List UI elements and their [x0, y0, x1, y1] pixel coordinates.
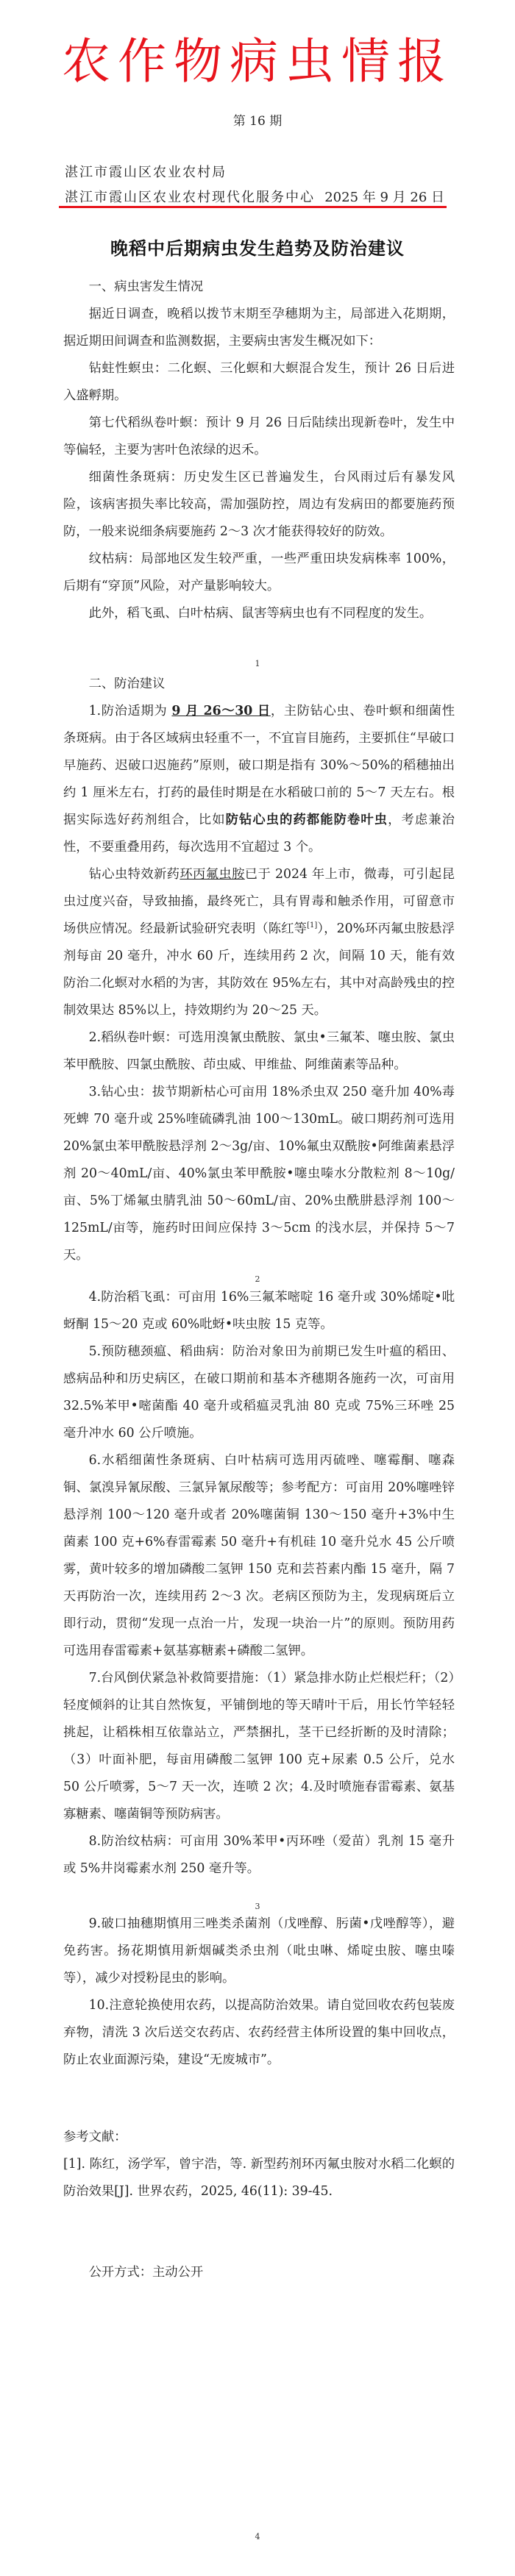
item-6: 6.水稻细菌性条斑病、白叶枯病可选用丙硫唑、噻霉酮、噻森铜、氯溴异氰尿酸、三氯异氰尿酸等；参考配方：可亩用 20%噻唑锌悬浮剂 100～120 毫升或者 20%噻菌铜 130～150 毫升+3%中生菌素 100 克+6%春雷霉素 50 毫升+有机硅 10 毫升兑水 45 公斤喷雾，黄叶较多的增加磷酸二氢钾 150 克和芸苔素内酯 15 毫升，隔 7 天再防治一次，连续用药 2～3 次。老病区预防为主，发现病斑后立即行动，贯彻“发现一点治一片，发现一块治一片”的原则。预防用药可选用春雷霉素+氨基寡糖素+磷酸二氢钾。	[63, 1453, 455, 1658]
citation-marker[interactable]: [1]	[307, 921, 318, 930]
red-divider-rule	[59, 206, 447, 208]
item-1-suffix: ，考虑兼治性，不要重叠用药，每次选用不宜超过 3 个。	[63, 813, 455, 854]
item-7: 7.台风倒伏紧急补救简要措施：（1）紧急排水防止烂根烂秆；（2）轻度倾斜的让其自然恢复，平铺倒地的等天晴叶干后，用长竹竿轻轻挑起，让稻株相互依靠站立，严禁捆扎，茎干已经折断的及时清除；（3）叶面补肥，每亩用磷酸二氢钾 100 克+尿素 0.5 公斤，兑水 50 公斤喷雾，5～7 天一次，连喷 2 次；4.及时喷施春雷霉素、氨基寡糖素、噻菌铜等预防病害。	[63, 1671, 455, 1822]
disclosure-block	[63, 2259, 455, 2286]
item-2: 2.稻纵卷叶螟：可选用溴氰虫酰胺、氯虫•三氟苯、噻虫胺、氯虫苯甲酰胺、四氯虫酰胺、茚虫威、甲维盐、阿维菌素等品种。	[63, 1030, 455, 1072]
page-number-3: 3	[255, 1902, 260, 1911]
section-2-part-2	[63, 1284, 455, 1883]
issuing-org-2: 湛江市霞山区农业农村现代化服务中心	[65, 190, 315, 205]
section-1-heading: 一、病虫害发生情况	[88, 279, 204, 294]
document-title: 晚稻中后期病虫发生趋势及防治建议	[110, 238, 405, 259]
issue-number: 第 16 期	[232, 114, 283, 129]
control-window-date: 9 月 26～30 日	[171, 704, 271, 718]
item-10: 10.注意轮换使用农药，以提高防治效果。请自觉回收农药包装废弃物，清洗 3 次后送交农药店、农药经营主体所设置的集中回收点，防止农业面源污染，建设“无废城市”。	[63, 1998, 455, 2067]
item-1-emphasis: 防钻心虫的药都能防卷叶虫	[225, 813, 388, 827]
section-1-intro: 据近日调查，晚稻以拨节末期至孕穗期为主，局部进入花期期，据近期田间调查和监测数据，主要病虫害发生概况如下：	[63, 307, 455, 349]
item-1	[63, 698, 455, 861]
item-8: 8.防治纹枯病：可亩用 30%苯甲•丙环唑（爱苗）乳剂 15 毫升或 5%井岗霉素水剂 250 毫升等。	[63, 1834, 455, 1876]
bacterial-streak-paragraph: 细菌性条斑病：历史发生区已普遍发生，台风雨过后有暴发风险，该病害损失率比较高，需加强防控，周边有发病田的都要施药预防，一般来说细条病要施药 2～3 次才能获得较好的防效。	[63, 470, 455, 539]
page-number-2: 2	[255, 1274, 260, 1284]
page-number-4: 4	[255, 2532, 260, 2541]
leaf-roller-paragraph: 第七代稻纵卷叶螟：预计 9 月 26 日后陆续出现新卷叶，发生中等偏轻，主要为害叶色浓绿的迟禾。	[63, 415, 455, 457]
other-pests-paragraph: 此外，稻飞虱、白叶枯病、鼠害等病虫也有不同程度的发生。	[88, 606, 433, 621]
section-1	[63, 274, 455, 627]
new-drug-name: 环丙氟虫胺	[180, 867, 245, 882]
borer-paragraph: 钻蛀性螟虫：二化螟、三化螟和大螟混合发生，预计 26 日后进入盛孵期。	[63, 361, 455, 403]
section-2-part-1	[63, 671, 455, 1269]
masthead-title: 农作物病虫情报	[62, 33, 453, 90]
item-3: 3.钻心虫：拔节期新枯心可亩用 18%杀虫双 250 毫升加 40%毒死蜱 70 毫升或 25%喹硫磷乳油 100～130mL。破口期药剂可选用 20%氯虫苯甲酰胺悬浮剂 2～3g/亩、10%氟虫双酰胺•阿维菌素悬浮剂 20～40mL/亩、40%氯虫苯甲酰胺•噻虫嗪水分散粒剂 8～10g/亩、5%丁烯氟虫腈乳油 50～60mL/亩、20%虫酰肼悬浮剂 100～125mL/亩等，施药时田间应保持 3～5cm 的浅水层，并保持 5～7 天。	[63, 1085, 455, 1263]
section-2-part-3	[63, 1910, 455, 2074]
reference-item-1: [1]. 陈红，汤学军，曾宇浩，等. 新型药剂环丙氟虫胺对水稻二化螟的防治效果[J]. 世界农药，2025, 46(11): 39-45.	[63, 2157, 455, 2199]
item-1-prefix: 1.防治适期为	[88, 704, 172, 718]
item-4: 4.防治稻飞虱：可亩用 16%三氟苯嘧啶 16 毫升或 30%烯啶•吡蚜酮 15～20 克或 60%吡蚜•呋虫胺 15 克等。	[63, 1290, 455, 1332]
item-1-body: ，主防钻心虫、卷叶螟和细菌性条斑病。由于各区域病虫轻重不一，不宜盲目施药，主要抓住“早破口早施药、迟破口迟施药”原则，破口期是指有 30%～50%的稻穗抽出约 1 厘米左右，打药的最佳时期是在水稻破口前的 5～7 天左右。根据实际选好药剂组合，比如	[63, 704, 455, 827]
item-5: 5.预防穗颈瘟、稻曲病：防治对象田为前期已发生叶瘟的稻田、感病品种和历史病区，在破口期前和基本齐穗期各施药一次，可亩用 32.5%苯甲•嘧菌酯 40 毫升或稻瘟灵乳油 80 克或 75%三环唑 25 毫升冲水 60 公斤喷施。	[63, 1344, 455, 1441]
item-1b	[63, 861, 455, 1024]
item-9: 9.破口抽穗期慎用三唑类杀菌剂（戊唑醇、肟菌•戊唑醇等），避免药害。扬花期慎用新烟碱类杀虫剂（吡虫啉、烯啶虫胺、噻虫嗪等），减少对授粉昆虫的影响。	[63, 1916, 455, 1985]
item-1b-body: 已于 2024 年上市，微毒，可引起昆虫过度兴奋，导致抽搐，最终死亡，具有胃毒和触杀作用，可留意市场供应情况。经最新试验研究表明（陈红等	[63, 867, 455, 936]
item-1b-suffix: ），20%环丙氟虫胺悬浮剂每亩 20 毫升，冲水 60 斤，连续用药 2 次，间隔 10 天，能有效防治二化螟对水稻的为害，其防效在 95%左右，其中对高龄残虫的控制效果达 85%以上，持效期约为 20～25 天。	[63, 921, 455, 1018]
issue-date: 2025 年 9 月 26 日	[324, 190, 444, 205]
references	[63, 2124, 455, 2205]
issuing-org-1: 湛江市霞山区农业农村局	[65, 165, 227, 180]
disclosure-method: 公开方式：主动公开	[88, 2265, 204, 2280]
section-2-heading: 二、防治建议	[88, 677, 166, 691]
page-number-1: 1	[255, 659, 260, 668]
sheath-blight-paragraph: 纹枯病：局部地区发生较严重，一些严重田块发病株率 100%，后期有“穿顶”风险，对产量影响较大。	[63, 552, 455, 593]
item-1b-prefix: 钻心虫特效新药	[88, 867, 180, 882]
references-heading: 参考文献：	[63, 2130, 127, 2144]
